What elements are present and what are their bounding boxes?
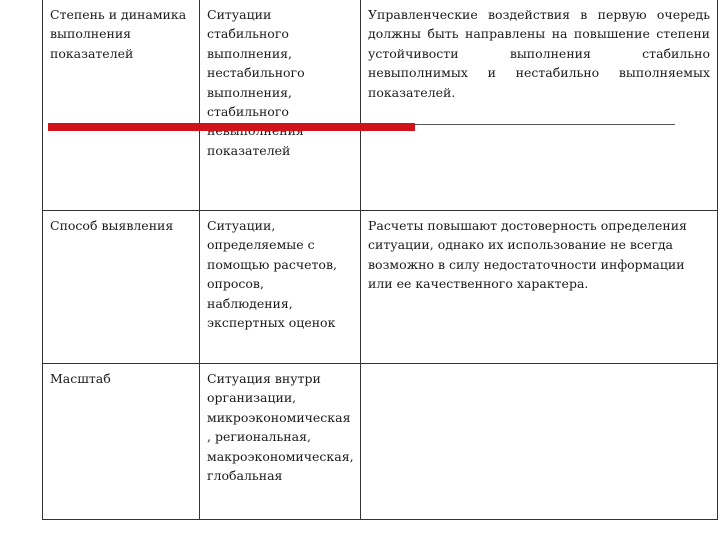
situation-types-cell: Ситуации, определяемые с помощью расчетов, опросов, наблюдения, экспертных оценок xyxy=(200,211,361,363)
table-row xyxy=(43,211,717,364)
situation-types-cell: Ситуации стабильного выполнения, нестабильного выполнения, стабильного показателей xyxy=(200,0,361,210)
situation-types-cell: Ситуация внутри организации, микроэкономическая , региональная, макроэкономическая, глобальная xyxy=(200,364,361,519)
management-note-cell xyxy=(361,364,717,519)
criterion-cell: Масштаб xyxy=(43,364,200,519)
table-row xyxy=(43,0,717,211)
management-note-cell: Расчеты повышают достоверность определения ситуации, однако их использование не всегда возможно в силу недостаточности информации или ее качественного характера. xyxy=(368,218,687,292)
criterion-cell: Степень и динамика выполнения показателей xyxy=(43,0,200,210)
classification-table xyxy=(42,0,718,520)
red-highlight-bar xyxy=(48,123,415,131)
divider-line xyxy=(415,124,675,125)
criterion-cell: Способ выявления xyxy=(43,211,200,363)
table-row xyxy=(43,364,717,519)
management-note-cell: Управленческие воздействия в первую очередь должны быть направлены на повышение степени устойчивости выполнения стабильно невыполнимых и нестабильно выполняемых показателей. xyxy=(368,7,710,100)
